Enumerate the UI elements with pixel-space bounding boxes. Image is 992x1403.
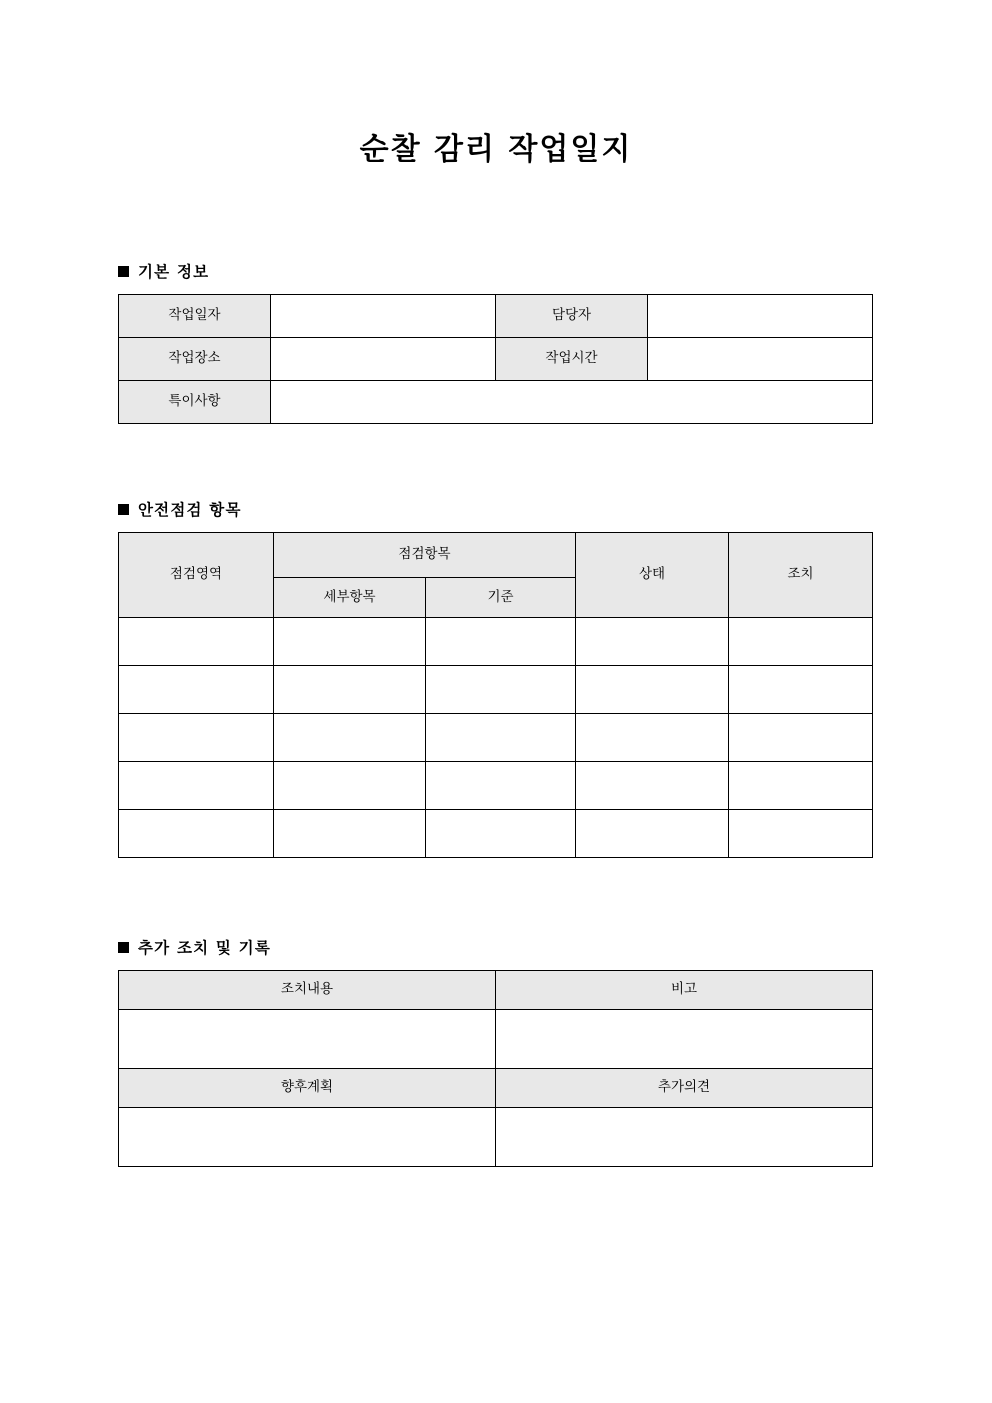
table-row — [119, 810, 873, 858]
label-special-notes: 특이사항 — [119, 381, 271, 424]
cell-detail-item[interactable] — [274, 762, 426, 810]
cell-standard[interactable] — [426, 666, 576, 714]
section-heading-label: 추가 조치 및 기록 — [138, 939, 272, 957]
header-status: 상태 — [576, 533, 729, 618]
section-basic-info — [0, 260, 992, 424]
cell-inspection-area[interactable] — [119, 666, 274, 714]
section-heading-safety-inspection — [118, 498, 872, 520]
cell-action[interactable] — [729, 714, 873, 762]
field-remarks[interactable] — [496, 1010, 873, 1069]
cell-detail-item[interactable] — [274, 714, 426, 762]
header-action: 조치 — [729, 533, 873, 618]
cell-status[interactable] — [576, 666, 729, 714]
cell-inspection-area[interactable] — [119, 618, 274, 666]
cell-status[interactable] — [576, 810, 729, 858]
label-manager: 담당자 — [496, 295, 648, 338]
table-header-row — [119, 533, 873, 578]
cell-standard[interactable] — [426, 810, 576, 858]
header-detail-item: 세부항목 — [274, 578, 426, 618]
cell-status[interactable] — [576, 618, 729, 666]
cell-action[interactable] — [729, 810, 873, 858]
field-additional-opinion[interactable] — [496, 1108, 873, 1167]
square-bullet-icon — [118, 942, 129, 953]
cell-inspection-area[interactable] — [119, 810, 274, 858]
field-manager[interactable] — [648, 295, 873, 338]
cell-detail-item[interactable] — [274, 810, 426, 858]
cell-standard[interactable] — [426, 762, 576, 810]
cell-status[interactable] — [576, 714, 729, 762]
table-row — [119, 295, 873, 338]
section-heading-basic-info — [118, 260, 872, 282]
table-header-row — [119, 971, 873, 1010]
cell-standard[interactable] — [426, 618, 576, 666]
table-row — [119, 714, 873, 762]
square-bullet-icon — [118, 504, 129, 515]
table-row — [119, 1108, 873, 1167]
square-bullet-icon — [118, 266, 129, 277]
header-future-plan: 향후계획 — [119, 1069, 496, 1108]
table-row — [119, 618, 873, 666]
table-row — [119, 666, 873, 714]
basic-info-table — [118, 294, 873, 424]
table-row — [119, 1010, 873, 1069]
page-title: 순찰 감리 작업일지 — [359, 132, 633, 167]
header-inspection-area: 점검영역 — [119, 533, 274, 618]
cell-inspection-area[interactable] — [119, 762, 274, 810]
table-row — [119, 338, 873, 381]
section-additional-records — [0, 936, 992, 1167]
field-future-plan[interactable] — [119, 1108, 496, 1167]
header-standard: 기준 — [426, 578, 576, 618]
section-safety-inspection — [0, 498, 992, 858]
section-heading-additional-records — [118, 936, 872, 958]
header-remarks: 비고 — [496, 971, 873, 1010]
cell-status[interactable] — [576, 762, 729, 810]
label-work-date: 작업일자 — [119, 295, 271, 338]
field-work-location[interactable] — [271, 338, 496, 381]
field-work-date[interactable] — [271, 295, 496, 338]
field-work-time[interactable] — [648, 338, 873, 381]
header-inspection-item-group: 점검항목 — [274, 533, 576, 578]
header-additional-opinion: 추가의견 — [496, 1069, 873, 1108]
section-heading-label: 기본 정보 — [138, 263, 210, 281]
cell-action[interactable] — [729, 618, 873, 666]
section-heading-label: 안전점검 항목 — [138, 501, 242, 519]
cell-standard[interactable] — [426, 714, 576, 762]
cell-action[interactable] — [729, 762, 873, 810]
safety-inspection-table — [118, 532, 873, 858]
table-row — [119, 762, 873, 810]
additional-records-table — [118, 970, 873, 1167]
label-work-location: 작업장소 — [119, 338, 271, 381]
table-row — [119, 381, 873, 424]
field-action-content[interactable] — [119, 1010, 496, 1069]
cell-detail-item[interactable] — [274, 618, 426, 666]
cell-action[interactable] — [729, 666, 873, 714]
cell-detail-item[interactable] — [274, 666, 426, 714]
table-header-row — [119, 1069, 873, 1108]
label-work-time: 작업시간 — [496, 338, 648, 381]
field-special-notes[interactable] — [271, 381, 873, 424]
header-action-content: 조치내용 — [119, 971, 496, 1010]
cell-inspection-area[interactable] — [119, 714, 274, 762]
